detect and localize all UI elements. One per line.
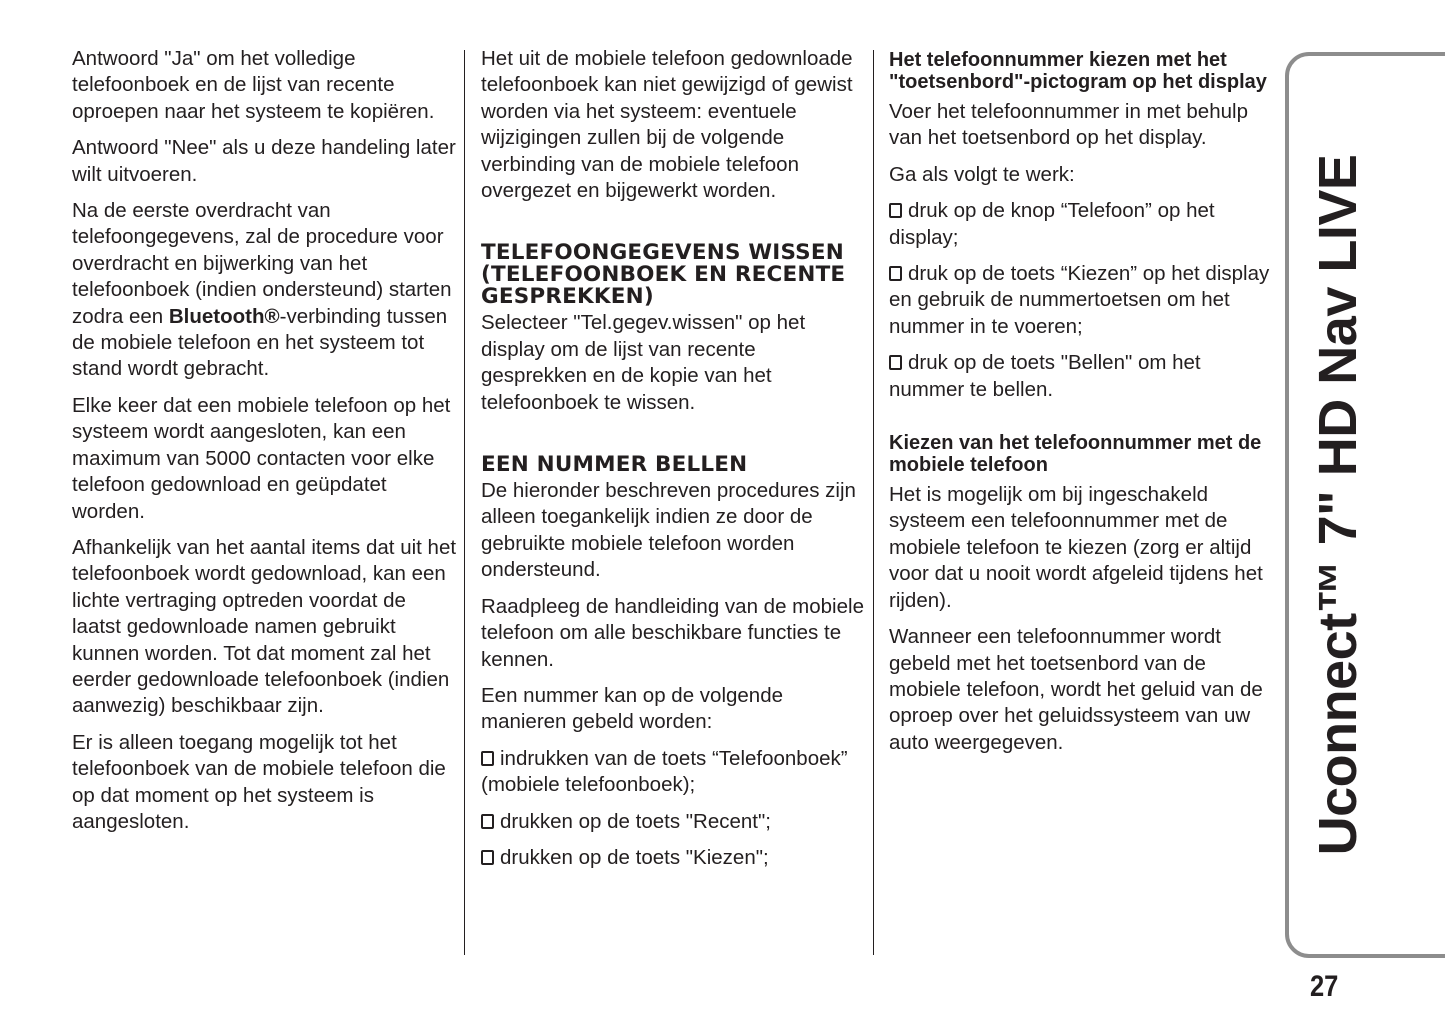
- checkbox-icon: [889, 355, 902, 370]
- paragraph: Raadpleeg de handleiding van de mobiele telefoon om alle beschikbare functies te kennen.: [481, 594, 864, 671]
- list-item-text: druk op de toets “Kiezen” op het display en gebruik de nummertoetsen om het nummer in te voeren;: [889, 262, 1270, 338]
- list-item: [889, 261, 1274, 340]
- list-item: [481, 845, 866, 871]
- paragraph: Selecteer "Tel.gegev.wissen" op het display om de lijst van recente gesprekken en de kopie van het telefoonboek te wissen.: [481, 311, 806, 414]
- paragraph: Elke keer dat een mobiele telefoon op het systeem wordt aangesloten, kan een maximum van 5000 contacten voor elke telefoon gedownload en geüpdatet worden.: [72, 393, 451, 523]
- paragraph: De hieronder beschreven procedures zijn alleen toegankelijk indien ze door de gebruikte mobiele telefoon worden ondersteund.: [481, 479, 856, 582]
- paragraph: Een nummer kan op de volgende manieren gebeld worden:: [481, 683, 784, 734]
- paragraph: Er is alleen toegang mogelijk tot het telefoonboek van de mobiele telefoon die op dat moment op het systeem is aangesloten.: [72, 730, 446, 833]
- checkbox-icon: [481, 850, 494, 865]
- list-item-text: indrukken van de toets “Telefoonboek” (mobiele telefoonboek);: [481, 746, 848, 797]
- list-item-text: drukken op de toets "Kiezen";: [500, 845, 769, 869]
- paragraph: Antwoord "Nee" als u deze handeling later wilt uitvoeren.: [72, 136, 456, 186]
- section-heading-bellen: EEN NUMMER BELLEN: [481, 452, 748, 478]
- list-item: [889, 350, 1274, 403]
- paragraph: Ga als volgt te werk:: [889, 162, 1075, 186]
- checkbox-icon: [889, 203, 902, 218]
- column-3: [889, 46, 1274, 766]
- list-item-text: druk op de toets "Bellen" om het nummer te bellen.: [889, 351, 1201, 401]
- paragraph: Het is mogelijk om bij ingeschakeld systeem een telefoonnummer met de mobiele telefoon te kiezen (zorg er altijd voor dat u nooit wordt afgeleid tijdens het rijden).: [889, 483, 1263, 612]
- page-number: 27: [1310, 970, 1339, 1003]
- list-item: [889, 198, 1274, 251]
- column-1: [72, 46, 457, 845]
- column-divider: [873, 50, 874, 955]
- paragraph: [72, 198, 457, 383]
- list-item-text: druk op de knop “Telefoon” op het display;: [889, 199, 1215, 249]
- section-heading-wissen: TELEFOONGEGEVENS WISSEN (TELEFOONBOEK EN RECENTE GESPREKKEN): [481, 240, 846, 310]
- chapter-title: Uconnect™ 7" HD Nav LIVE: [1308, 154, 1368, 856]
- checkbox-icon: [889, 266, 902, 281]
- subsection-heading-toetsenbord: Het telefoonnummer kiezen met het "toetsenbord"-pictogram op het display: [889, 49, 1267, 93]
- paragraph: Het uit de mobiele telefoon gedownloade telefoonboek kan niet gewijzigd of gewist worden via het systeem: eventuele wijzigingen zullen bij de volgende verbinding van de mobiele telefoon overgezet en bijgewerkt worden.: [481, 47, 853, 203]
- paragraph: Afhankelijk van het aantal items dat uit het telefoonboek wordt gedownload, kan een lichte vertraging optreden voordat de laatst gedownloade namen gebruikt kunnen worden. Tot dat moment zal het eerder gedownloade telefoonboek (indien aanwezig) beschikbaar zijn.: [72, 535, 457, 718]
- column-divider: [464, 50, 465, 955]
- text-span: Na de eerste overdracht van telefoongegevens, zal de procedure voor overdracht en bijwerking van het telefoonboek (indien ondersteund) starten zodra een: [72, 199, 452, 328]
- list-item: [481, 746, 866, 799]
- column-2: [481, 46, 866, 881]
- subsection-heading-mobiele: Kiezen van het telefoonnummer met de mobiele telefoon: [889, 432, 1262, 476]
- paragraph: Antwoord "Ja" om het volledige telefoonboek en de lijst van recente oproepen naar het systeem te kopiëren.: [72, 47, 435, 123]
- list-item-text: drukken op de toets "Recent";: [500, 809, 771, 833]
- list-item: [481, 809, 866, 835]
- checkbox-icon: [481, 814, 494, 829]
- paragraph: Voer het telefoonnummer in met behulp van het toetsenbord op het display.: [889, 100, 1248, 150]
- bluetooth-term: Bluetooth®: [168, 304, 280, 328]
- paragraph: Wanneer een telefoonnummer wordt gebeld met het toetsenbord van de mobiele telefoon, wordt het geluid van de oproep over het geluidssysteem van uw auto weergegeven.: [889, 625, 1263, 754]
- checkbox-icon: [481, 751, 494, 766]
- text-span: -verbinding tussen de mobiele telefoon en het systeem tot stand wordt gebracht.: [72, 304, 448, 381]
